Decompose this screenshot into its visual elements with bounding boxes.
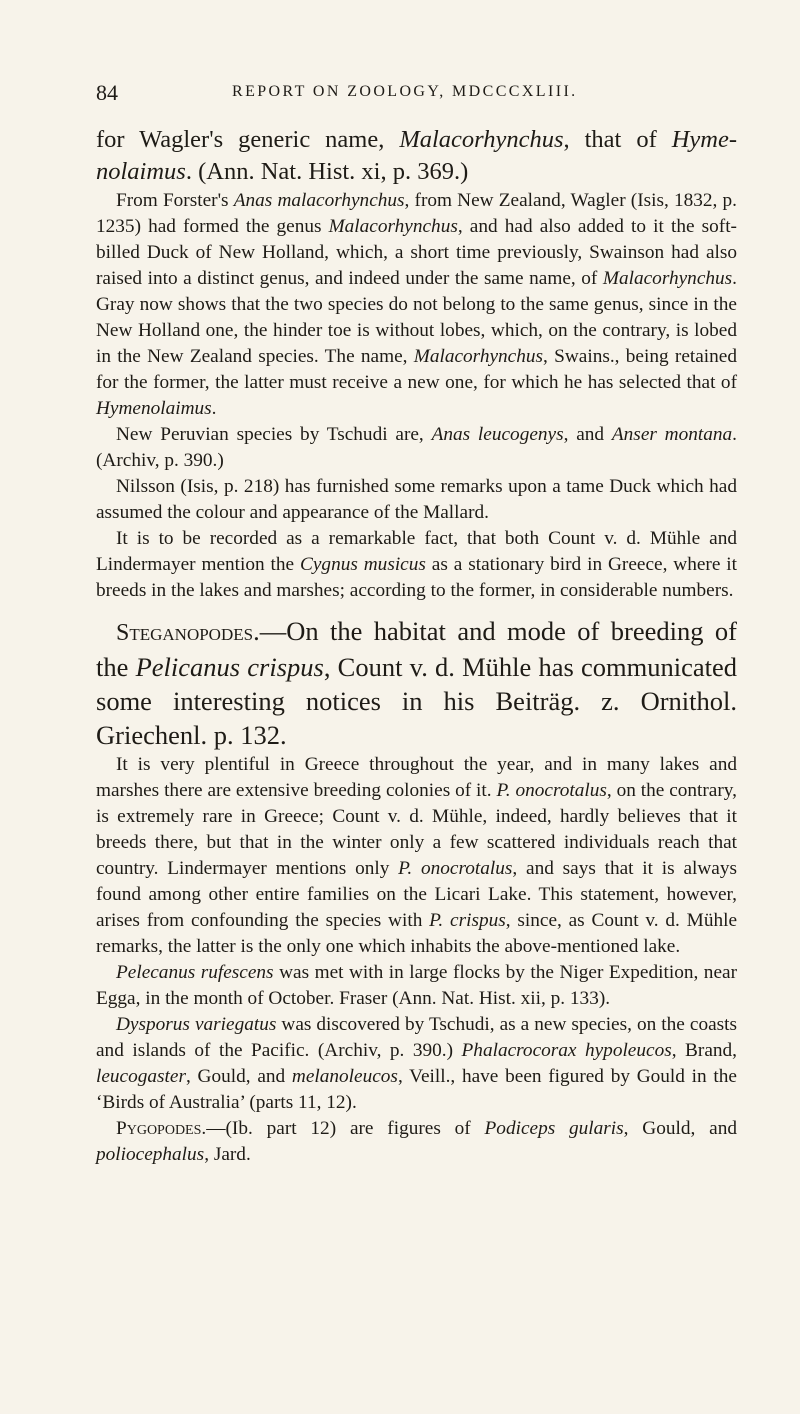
paragraph-malacorhynchus [96,188,737,422]
text-run: .—(Ib. part 12) are figures of [201,1118,485,1139]
italic-taxon-name: Pelicanus crispus [135,652,324,682]
italic-taxon-name: Malacorhynchus [413,346,544,367]
italic-taxon-name: melanoleucos [291,1066,398,1087]
text-run: , Jard. [204,1144,251,1165]
italic-taxon-name: Anser montana [611,424,733,445]
text-run: , since, as Count v. d. Mühle remarks, the latter is the only one which inhabits the above-mentioned lake. [96,910,738,957]
section-steganopodes [96,614,737,752]
text-run: , from New Zealand, Wagler (Isis, 1832, p. 1235) had formed the genus [96,190,737,237]
text-run: , Gould, and [185,1066,292,1087]
text-run: as a stationary bird in Greece, where it breeds in the lakes and marshes; according to the former, in considerable numbers. [96,554,737,601]
text-run: It is to be recorded as a remarkable fact, that both Count v. d. Mühle and Lindermayer mention the [96,528,737,575]
page-body [96,124,737,1168]
paragraph-crispus-greece [96,752,737,960]
italic-taxon-name: Hymenolaimus [96,398,212,419]
page-header [96,80,736,110]
italic-taxon-name: Pelecanus rufescens [116,962,274,983]
italic-taxon-name: P. crispus [429,910,506,931]
italic-taxon-name: P. onocrotalus [496,780,607,801]
running-head: REPORT ON ZOOLOGY, MDCCCXLIII. [232,83,578,100]
section-pygopodes [96,1116,737,1168]
paragraph-pelecanus-rufescens [96,960,737,1012]
section-label: Steganopodes [116,620,254,646]
text-run: Nilsson (Isis, p. 218) has furnished some remarks upon a tame Duck which had assumed the colour and appearance of the Mallard. [96,476,737,523]
paragraph-hymenolaimus-continuation [96,124,737,188]
text-run: was discovered by Tschudi, as a new species, on the coasts and islands of the Pacific. (Archiv, p. 390.) [96,1014,738,1061]
text-run: , and says that it is always found among other entire families on the Licari Lake. This statement, however, arises from confounding the species with [96,858,737,931]
italic-taxon-name: Malacorhynchus [328,216,458,237]
italic-taxon-name: Podiceps gularis [484,1118,624,1139]
text-run: , and had also added to it the soft-billed Duck of New Holland, which, a short time previously, Swainson had also raised into a distinct genus, and indeed under the same name, of [96,216,737,289]
italic-taxon-name: Anas leucogenys [431,424,564,445]
text-run: It is very plentiful in Greece throughout the year, and in many lakes and marshes there are extensive breeding colonies of it. [96,754,737,801]
italic-taxon-name: poliocephalus [96,1144,205,1165]
italic-taxon-name: Malacorhynchus [399,126,564,153]
paragraph-dysporus [96,1012,737,1116]
text-run: was met with in large flocks by the Niger Expedition, near Egga, in the month of October. Fraser (Ann. Nat. Hist. xii, p. 133). [96,962,737,1009]
text-run: . (Ann. Nat. Hist. xi, p. 369.) [185,158,469,185]
text-run: , Swains., being retained for the former, the latter must receive a new one, for which he has selected that of [96,346,737,393]
paragraph-peruvian-species [96,422,737,474]
text-run: , that of [563,126,672,153]
text-run: New Peruvian species by Tschudi are, [116,424,432,445]
italic-taxon-name: Anas malacorhynchus [233,190,405,211]
text-run: for Wagler's generic name, [96,126,400,153]
section-label: Pygopodes [116,1118,202,1139]
italic-taxon-name: Hymenolaimus [96,126,737,185]
italic-taxon-name: Cygnus musicus [300,554,426,575]
text-run: . [211,398,217,419]
italic-taxon-name: P. onocrotalus [398,858,513,879]
text-run: . Gray now shows that the two species do not belong to the same genus, since in the New Holland one, the hinder toe is without lobes, which, on the contrary, is lobed in the New Zealand species. The name, [96,268,737,367]
paragraph-nilsson-duck [96,474,737,526]
page-number: 84 [96,80,118,105]
text-run: , Veill., have been figured by Gould in the ‘Birds of Australia’ (parts 11, 12). [96,1066,737,1113]
italic-taxon-name: Dysporus variegatus [116,1014,277,1035]
italic-taxon-name: Phalacrocorax hypoleucos [461,1040,672,1061]
text-run: . (Archiv, p. 390.) [96,424,737,471]
text-run: From Forster's [116,190,234,211]
paragraph-cygnus-musicus [96,526,737,604]
text-run: , Gould, and [623,1118,737,1139]
text-run: , and [563,424,612,445]
italic-taxon-name: Malacorhynchus [602,268,733,289]
text-run: , Brand, [671,1040,737,1061]
italic-taxon-name: leucogaster [96,1066,186,1087]
text-run: , on the contrary, is extremely rare in Greece; Count v. d. Mühle, indeed, hardly believes that it breeds there, but that in the winter only a few scattered individuals reach that country. Lindermayer mentions only [96,780,737,879]
text-run: .—On the habitat and mode of breeding of the [96,616,737,682]
text-run: , Count v. d. Mühle has communicated some interesting notices in his Beiträg. z. Ornithol. Griechenl. p. 132. [96,652,738,750]
